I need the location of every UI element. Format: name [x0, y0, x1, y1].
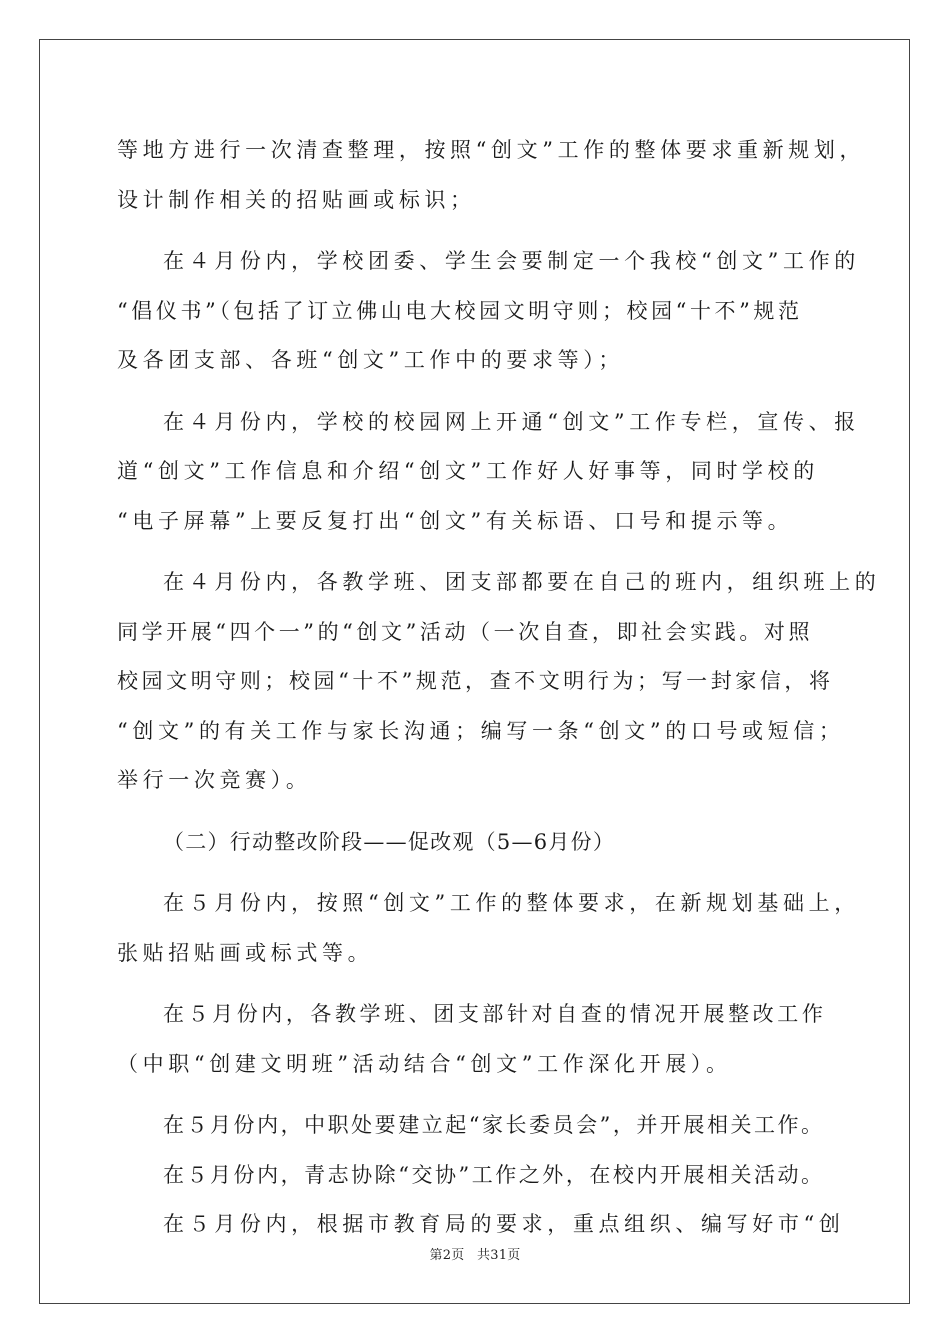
text-line: 设计制作相关的招贴画或标识； — [117, 187, 476, 212]
section-heading: （二）行动整改阶段——促改观（5—6月份） — [163, 829, 616, 854]
text-line: （中职“创建文明班”活动结合“创文”工作深化开展）。 — [117, 1051, 732, 1076]
text-line: “电子屏幕”上要反复打出“创文”有关标语、口号和提示等。 — [117, 508, 794, 533]
text-line: “创文”的有关工作与家长沟通；编写一条“创文”的口号或短信； — [117, 718, 845, 743]
text-line: 在４月份内，各教学班、团支部都要在自己的班内，组织班上的 — [163, 570, 881, 594]
text-line: 同学开展“四个一”的“创文”活动（一次自查，即社会实践。对照 — [117, 619, 814, 644]
page-number: 第2页 — [429, 1248, 465, 1263]
page-footer — [0, 1244, 950, 1263]
text-line: 在５月份内，中职处要建立起“家长委员会”，并开展相关工作。 — [163, 1113, 825, 1137]
text-line: 在５月份内，根据市教育局的要求，重点组织、编写好市“创 — [163, 1212, 845, 1236]
text-line: 张贴招贴画或标式等。 — [117, 940, 374, 965]
text-line: 在４月份内，学校的校园网上开通“创文”工作专栏，宣传、报 — [163, 409, 860, 434]
text-line: 在５月份内，按照“创文”工作的整体要求，在新规划基础上， — [163, 891, 860, 915]
text-line: 举行一次竞赛）。 — [117, 768, 312, 792]
text-line: 在５月份内，青志协除“交协”工作之外，在校内开展相关活动。 — [163, 1162, 825, 1187]
text-line: 及各团支部、各班“创文”工作中的要求等）； — [117, 348, 624, 372]
text-line: 在５月份内，各教学班、团支部针对自查的情况开展整改工作 — [163, 1002, 827, 1026]
page-total: 共31页 — [476, 1248, 521, 1263]
text-line: 校园文明守则；校园“十不”规范，查不文明行为；写一封家信，将 — [117, 669, 834, 693]
text-line: “倡仪书”（包括了订立佛山电大校园文明守则；校园“十不”规范 — [117, 298, 803, 323]
document-body — [117, 126, 881, 1250]
text-line: 在４月份内，学校团委、学生会要制定一个我校“创文”工作的 — [163, 249, 860, 273]
text-line: 等地方进行一次清查整理，按照“创文”工作的整体要求重新规划， — [117, 138, 866, 162]
text-line: 道“创文”工作信息和介绍“创文”工作好人好事等，同时学校的 — [117, 459, 819, 483]
